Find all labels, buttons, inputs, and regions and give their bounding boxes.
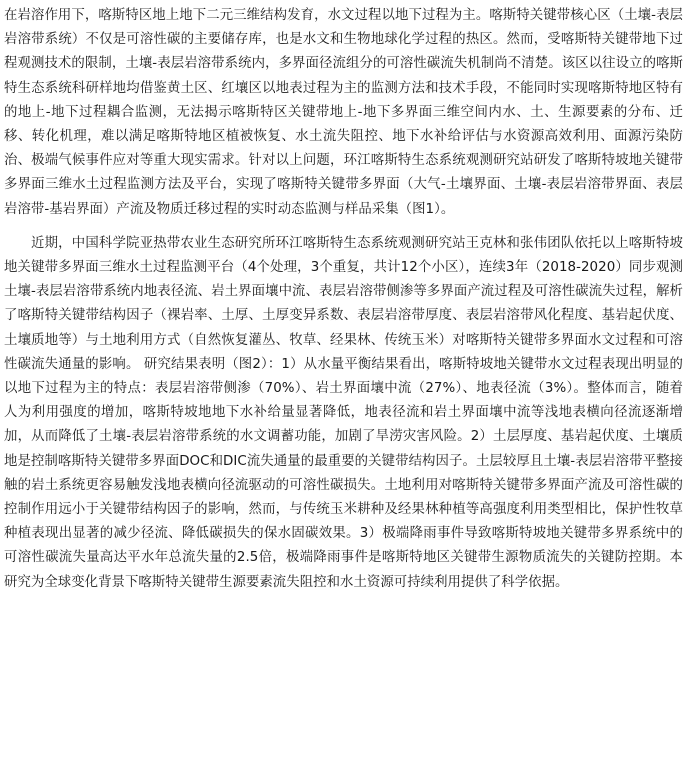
- paragraph-intro: 在岩溶作用下，喀斯特区地上地下二元三维结构发育，水文过程以地下过程为主。喀斯特关键带核心区（土壤-表层岩溶带系统）不仅是可溶性碳的主要储存库，也是水文和生物地球化学过程的热区。然而，受喀斯特关键带地下过程观测技术的限制，土壤-表层岩溶带系统内，多界面径流组分的可溶性碳流失机制尚不清楚。该区以往设立的喀斯特生态系统科研样地均借鉴黄土区、红壤区以地表过程为主的监测方法和技术手段，不能同时实现喀斯特地区特有的地上-地下过程耦合监测，无法揭示喀斯特区关键带地上-地下多界面三维空间内水、土、生源要素的分布、迁移、转化机理，难以满足喀斯特地区植被恢复、水土流失阻控、地下水补给评估与水资源高效利用、面源污染防治、极端气候事件应对等重大现实需求。针对以上问题，环江喀斯特生态系统观测研究站研发了喀斯特坡地关键带多界面三维水土过程监测方法及平台，实现了喀斯特关键带多界面（大气-土壤界面、土壤-表层岩溶带界面、表层岩溶带-基岩界面）产流及物质迁移过程的实时动态监测与样品采集（图1）。: [4, 8, 683, 217]
- paragraph-results: 近期，中国科学院亚热带农业生态研究所环江喀斯特生态系统观测研究站王克林和张伟团队依托以上喀斯特坡地关键带多界面三维水土过程监测平台（4个处理，3个重复，共计12个小区），连续3年（2018-2020）同步观测土壤-表层岩溶带系统内地表径流、岩土界面壤中流、表层岩溶带侧渗等多界面产流过程及可溶性碳流失过程，解析了喀斯特关键带结构因子（裸岩率、土厚、土厚变异系数、表层岩溶带厚度、表层岩溶带风化程度、基岩起伏度、土壤质地等）与土地利用方式（自然恢复灌丛、牧草、经果林、传统玉米）对喀斯特关键带多界面水文过程和可溶性碳流失通量的影响。 研究结果表明（图2）：1）从水量平衡结果看出，喀斯特坡地关键带水文过程表现出明显的以地下过程为主的特点：表层岩溶带侧渗（70%）、岩土界面壤中流（27%）、地表径流（3%）。整体而言，随着人为利用强度的增加，喀斯特坡地地下水补给量显著降低，地表径流和岩土界面壤中流等浅地表横向径流逐渐增加，从而降低了土壤-表层岩溶带系统的水文调蓄功能，加剧了旱涝灾害风险。2）土层厚度、基岩起伏度、土壤质地是控制喀斯特关键带多界面DOC和DIC流失通量的最重要的关键带结构因子。土层较厚且土壤-表层岩溶带平整接触的岩土系统更容易触发浅地表横向径流驱动的可溶性碳损失。土地利用对喀斯特关键带多界面产流及可溶性碳的控制作用远小于关键带结构因子的影响，然而，与传统玉米耕种及经果林种植等高强度利用类型相比，保护性牧草种植表现出显著的减少径流、降低碳损失的保水固碳效果。3）极端降雨事件导致喀斯特坡地关键带多界系统中的可溶性碳流失量高达平水年总流失量的2.5倍，极端降雨事件是喀斯特地区关键带生源物质流失的关键防控期。本研究为全球变化背景下喀斯特关键带生源要素流失阻控和水土资源可持续利用提供了科学依据。: [4, 235, 683, 590]
